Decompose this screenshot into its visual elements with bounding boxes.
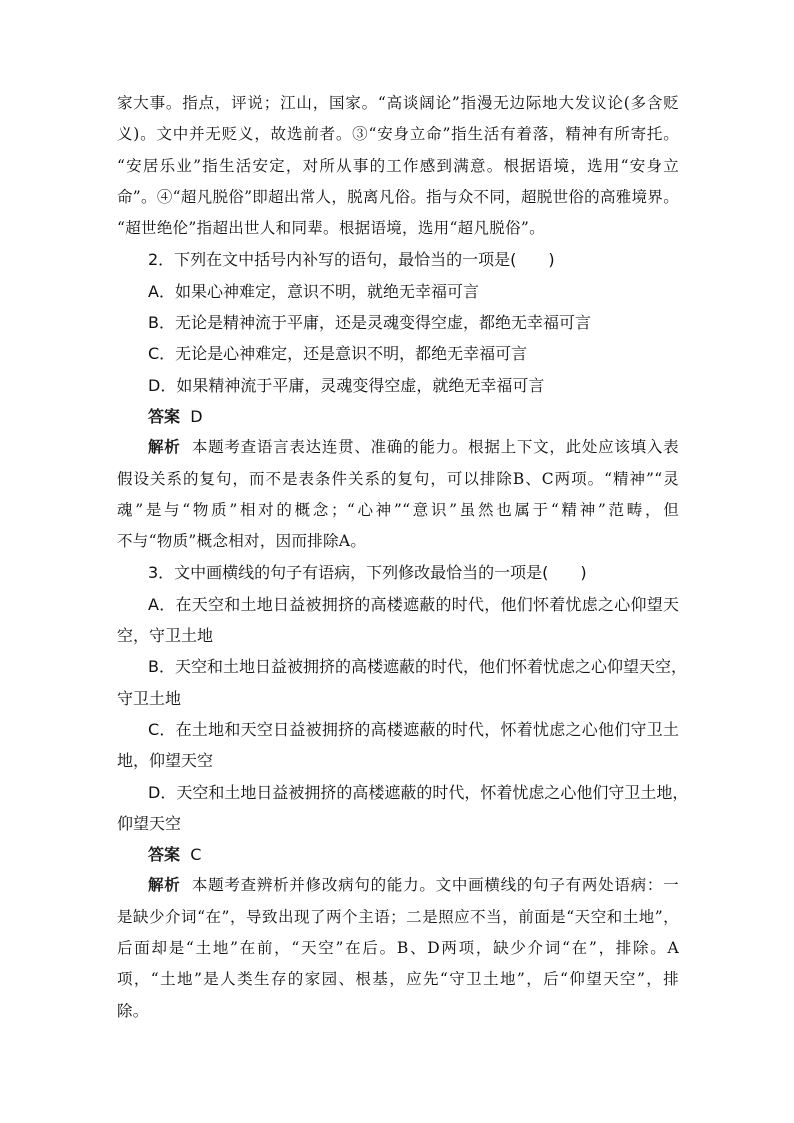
text-line: 命”。④“超凡脱俗”即超出常人，脱离凡俗。指与众不同，超脱世俗的高雅境界。 [117,187,679,206]
option-d: D．天空和土地日益被拥挤的高楼遮蔽的时代，怀着忧虑之心他们守卫土地， [148,782,689,802]
option-c: C．在土地和天空日益被拥挤的高楼遮蔽的时代，怀着忧虑之心他们守卫土 [148,719,679,739]
question-stem: 3．文中画横线的句子有语病，下列修改最恰当的一项是( ) [148,563,587,583]
option-b: B．无论是精神流于平庸，还是灵魂变得空虚，都绝无幸福可言 [148,313,591,333]
option-b: B．天空和土地日益被拥挤的高楼遮蔽的时代，他们怀着忧虑之心仰望天空， [148,657,687,677]
answer-label: 答案 [148,845,181,865]
answer-value: C [190,845,202,865]
option-c: C．无论是心神难定，还是意识不明，都绝无幸福可言 [148,344,528,364]
analysis-line: 是缺少介词“在”，导致出现了两个主语；二是照应不当，前面是“天空和土地”， [117,907,679,926]
answer-line [117,401,679,432]
option-c-cont: 地，仰望天空 [117,751,214,771]
text-line: 家大事。指点，评说；江山，国家。“高谈阔论”指漫无边际地大发议论(多含贬 [117,94,679,112]
analysis-line: 不与“物质”概念相对，因而排除A。 [117,532,367,551]
question-stem: 2．下列在文中括号内补写的语句，最恰当的一项是( ) [148,250,555,270]
analysis-label: 解析 [148,438,181,457]
analysis-line [117,432,679,463]
text-line: 义)。文中并无贬义，故选前者。③“安身立命”指生活有着落，精神有所寄托。 [117,125,679,144]
option-a: A．在天空和土地日益被拥挤的高楼遮蔽的时代，他们怀着忧虑之心仰望天 [148,594,679,614]
answer-label: 答案 [148,406,181,426]
analysis-text: 本题考查辨析并修改病句的能力。文中画横线的句子有两处语病：一 [191,876,679,895]
answer-line [117,839,679,870]
option-d-cont: 仰望天空 [117,813,182,833]
analysis-line: 项，“土地”是人类生存的家园、根基，应先“守卫土地”，后“仰望天空”，排 [117,970,679,989]
text-line: “超世绝伦”指超出世人和同辈。根据语境，选用“超凡脱俗”。 [117,219,545,238]
question-3 [117,557,689,1026]
analysis-line: 假设关系的复句，而不是表条件关系的复句，可以排除B、C两项。“精神”“灵 [117,469,679,488]
analysis-label: 解析 [148,876,181,895]
option-d: D．如果精神流于平庸，灵魂变得空虚，就绝无幸福可言 [148,375,545,395]
option-a: A．如果心神难定，意识不明，就绝无幸福可言 [148,281,479,301]
option-a-cont: 空，守卫土地 [117,626,214,646]
analysis-line [117,870,679,901]
analysis-line: 后面却是“土地”在前，“天空”在后。B、D两项，缺少介词“在”，排除。A [117,939,679,958]
analysis-paragraph [117,432,679,557]
question-2 [117,244,679,557]
analysis-text: 本题考查语言表达连贯、准确的能力。根据上下文，此处应该填入表 [191,438,679,457]
analysis-line: 除。 [117,1001,149,1020]
analysis-line: 魂”是与“物质”相对的概念；“心神”“意识”虽然也属于“精神”范畴，但 [117,500,679,519]
explanation-paragraph [117,88,679,244]
analysis-paragraph [117,870,679,1026]
text-line: “安居乐业”指生活安定，对所从事的工作感到满意。根据语境，选用“安身立 [117,156,679,175]
option-b-cont: 守卫土地 [117,688,182,708]
page-content [117,88,689,1027]
answer-value: D [190,406,203,426]
